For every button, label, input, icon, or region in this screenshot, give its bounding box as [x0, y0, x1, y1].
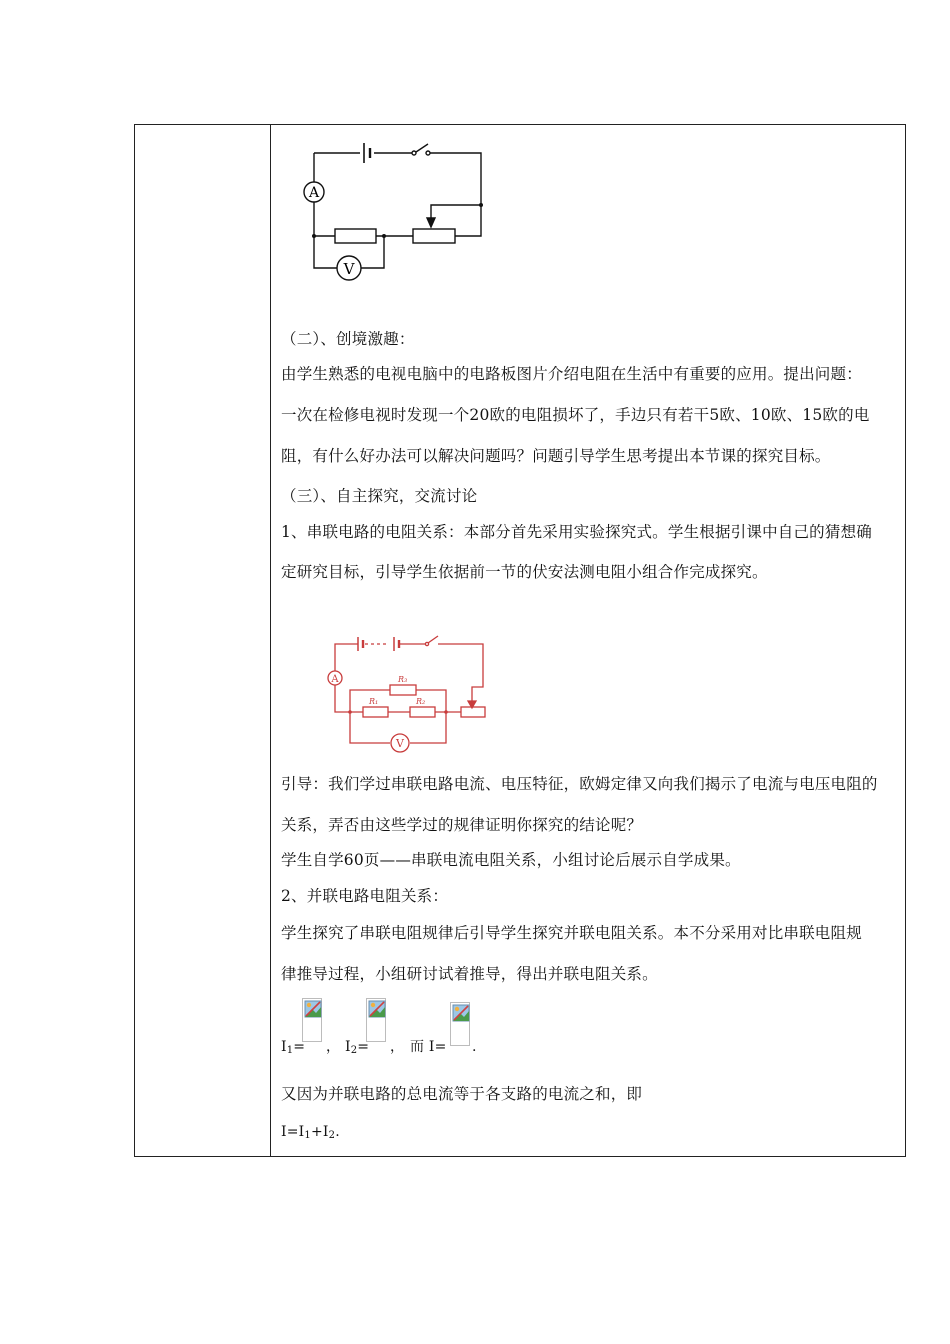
paragraph: 学生探究了串联电阻规律后引导学生探究并联电阻关系。本不分采用对比串联电阻规 — [281, 924, 862, 942]
ammeter-icon — [328, 671, 342, 685]
paragraph: 1、串联电路的电阻关系：本部分首先采用实验探究式。学生根据引课中自己的猜想确 — [281, 523, 872, 541]
lesson-table — [134, 124, 906, 1157]
paragraph: 由学生熟悉的电视电脑中的电路板图片介绍电阻在生活中有重要的应用。提出问题： — [281, 365, 862, 383]
ammeter-icon — [304, 182, 324, 202]
table-column-divider — [270, 124, 271, 1157]
broken-image-icon — [302, 998, 322, 1042]
section-heading-3: （三）、自主探究，交流讨论 — [281, 487, 478, 505]
paragraph: 又因为并联电路的总电流等于各支路的电流之和，即 — [281, 1085, 643, 1103]
section-heading-2: （二）、创境激趣： — [281, 330, 415, 348]
svg-text:A: A — [308, 185, 320, 201]
svg-text:A: A — [331, 674, 339, 685]
formula-sep: ， — [390, 1039, 405, 1055]
paragraph: 学生自学60页——串联电流电阻关系，小组讨论后展示自学成果。 — [281, 851, 741, 869]
svg-text:R₁: R₁ — [369, 697, 379, 706]
svg-text:R₂: R₂ — [416, 697, 426, 706]
paragraph: 律推导过程，小组研讨试着推导，得出并联电阻关系。 — [281, 965, 658, 983]
voltmeter-icon — [391, 734, 409, 752]
formula-line: $I_1=$ — [281, 1039, 306, 1056]
sum-formula: $I=I_1+I_2$. — [281, 1124, 340, 1141]
paragraph: 引导：我们学过串联电路电流、电压特征，欧姆定律又向我们揭示了电流与电压电阻的 — [281, 775, 878, 793]
svg-text:V: V — [396, 737, 404, 750]
paragraph: 阻，有什么好办法可以解决问题吗？问题引导学生思考提出本节课的探究目标。 — [281, 447, 831, 465]
svg-text:V: V — [343, 260, 355, 278]
formula-sep: ， — [326, 1039, 341, 1055]
formula-line: $I_2=$ — [345, 1039, 370, 1056]
broken-image-icon — [366, 998, 386, 1042]
circuit-diagram-voltammetry — [300, 138, 500, 283]
subsection-heading: 2、并联电路电阻关系： — [281, 887, 449, 905]
paragraph: 关系，弄否由这些学过的规律证明你探究的结论呢？ — [281, 816, 643, 834]
formula-end: . — [472, 1039, 477, 1055]
broken-image-icon — [450, 1002, 470, 1046]
formula-total: 而 I= — [410, 1039, 447, 1055]
voltmeter-icon — [337, 256, 361, 280]
svg-text:R₃: R₃ — [398, 675, 408, 684]
paragraph: 定研究目标，引导学生依据前一节的伏安法测电阻小组合作完成探究。 — [281, 563, 768, 581]
paragraph: 一次在检修电视时发现一个20欧的电阻损坏了，手边只有若干5欧、10欧、15欧的电 — [281, 406, 870, 424]
circuit-diagram-series-resistance — [318, 630, 493, 755]
